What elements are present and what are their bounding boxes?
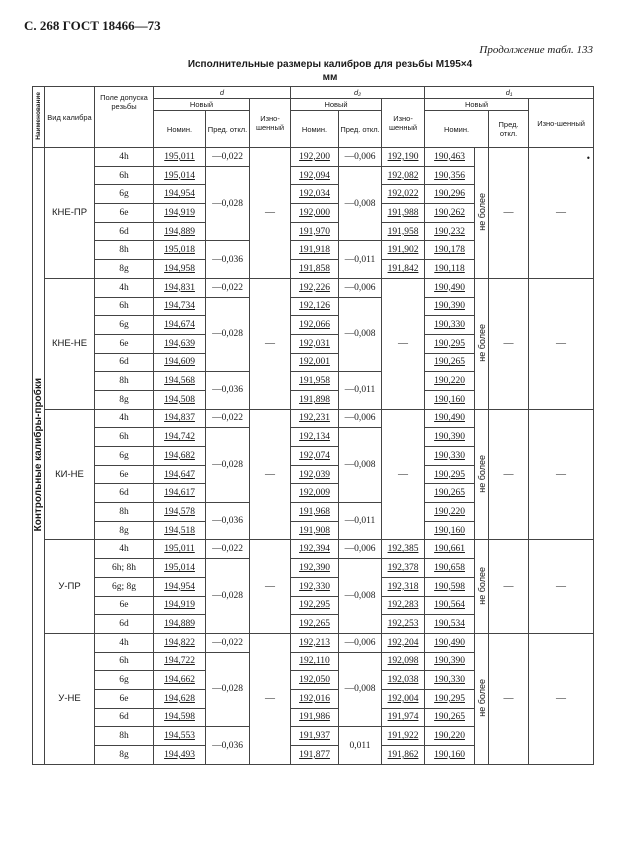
d1-deviation-cell: — — [489, 540, 529, 633]
d2-nominal-cell: 191,877 — [291, 746, 339, 765]
d1-limit-cell — [475, 409, 489, 540]
d-nominal-cell: 194,639 — [154, 334, 206, 353]
d2-worn-cell: 192,253 — [382, 615, 425, 634]
d-nominal-cell: 194,617 — [154, 484, 206, 503]
d-nominal-cell: 195,014 — [154, 166, 206, 185]
table-body — [33, 148, 594, 765]
d1-nom-header: Номин. — [425, 111, 489, 148]
tolerance-cell: 6h — [95, 166, 154, 185]
d-nominal-cell: 194,598 — [154, 708, 206, 727]
tolerance-cell: 6d — [95, 484, 154, 503]
d-nominal-cell: 195,011 — [154, 540, 206, 559]
d-nominal-cell: 195,018 — [154, 241, 206, 260]
d-worn-cell: — — [250, 633, 291, 764]
d1-worn-cell: — — [529, 409, 594, 540]
tolerance-cell: 6g — [95, 671, 154, 690]
table-row — [33, 633, 594, 652]
d1-nominal-cell: 190,598 — [425, 577, 475, 596]
d-nominal-cell: 194,919 — [154, 596, 206, 615]
tolerance-cell: 6e — [95, 596, 154, 615]
tolerance-cell: 8h — [95, 372, 154, 391]
d-worn-cell: — — [250, 409, 291, 540]
dimensions-table — [32, 86, 594, 765]
tolerance-cell: 8g — [95, 746, 154, 765]
d1-limit-cell — [475, 633, 489, 764]
d2-header: d₂ — [291, 87, 425, 99]
tolerance-cell: 4h — [95, 278, 154, 297]
tolerance-cell: 4h — [95, 633, 154, 652]
d1-nominal-cell: 190,490 — [425, 409, 475, 428]
d2-worn-cell: 192,004 — [382, 689, 425, 708]
d1-deviation-cell: — — [489, 148, 529, 279]
d1-nominal-cell: 190,295 — [425, 334, 475, 353]
d2-nominal-cell: 191,968 — [291, 503, 339, 522]
d2-nominal-cell: 191,958 — [291, 372, 339, 391]
d2-worn-cell: 191,842 — [382, 260, 425, 279]
d1-nominal-cell: 190,220 — [425, 372, 475, 391]
d2-deviation-cell: —0,006 — [339, 540, 382, 559]
d2-worn-header: Изно-шенный — [382, 99, 425, 148]
d2-nominal-cell: 192,066 — [291, 316, 339, 335]
d2-deviation-cell: —0,006 — [339, 278, 382, 297]
d1-nominal-cell: 190,265 — [425, 353, 475, 372]
d2-worn-cell: 192,385 — [382, 540, 425, 559]
d1-nominal-cell: 190,661 — [425, 540, 475, 559]
d2-nominal-cell: 192,330 — [291, 577, 339, 596]
d-nominal-cell: 194,889 — [154, 222, 206, 241]
d2-nominal-cell: 192,226 — [291, 278, 339, 297]
d1-header: d₁ — [425, 87, 594, 99]
d-nominal-cell: 194,674 — [154, 316, 206, 335]
d-nominal-cell: 194,568 — [154, 372, 206, 391]
tolerance-cell: 8g — [95, 521, 154, 540]
d2-worn-cell: 191,922 — [382, 727, 425, 746]
d1-nominal-cell: 190,330 — [425, 316, 475, 335]
d2-nominal-cell: 191,986 — [291, 708, 339, 727]
d2-nominal-cell: 192,200 — [291, 148, 339, 167]
table-header — [33, 87, 594, 148]
d-nominal-cell: 194,734 — [154, 297, 206, 316]
d2-nominal-cell: 192,016 — [291, 689, 339, 708]
d-nominal-cell: 194,662 — [154, 671, 206, 690]
table-container — [32, 86, 593, 765]
gauge-type: У-НЕ — [45, 633, 95, 764]
d2-deviation-cell: —0,011 — [339, 241, 382, 278]
d1-worn-cell: — — [529, 148, 594, 279]
d2-worn-cell: — — [382, 409, 425, 540]
d-deviation-cell: —0,028 — [206, 652, 250, 727]
d1-nominal-cell: 190,178 — [425, 241, 475, 260]
d2-deviation-cell: —0,011 — [339, 372, 382, 409]
d2-worn-cell: 191,862 — [382, 746, 425, 765]
not-more-label: не более — [476, 193, 487, 231]
d2-worn-cell: 191,958 — [382, 222, 425, 241]
d1-worn-cell: — — [529, 278, 594, 409]
d1-nominal-cell: 190,330 — [425, 447, 475, 466]
tolerance-cell: 6d — [95, 353, 154, 372]
d-deviation-cell: —0,022 — [206, 633, 250, 652]
d2-deviation-cell: 0,011 — [339, 727, 382, 764]
d1-limit-cell — [475, 278, 489, 409]
not-more-label: не более — [476, 566, 487, 605]
d-deviation-cell: —0,022 — [206, 278, 250, 297]
gauge-type: КИ-НЕ — [45, 409, 95, 540]
d2-nominal-cell: 191,898 — [291, 390, 339, 409]
d2-nominal-cell: 192,000 — [291, 204, 339, 223]
d-deviation-cell: —0,028 — [206, 559, 250, 634]
d2-worn-cell: 192,038 — [382, 671, 425, 690]
d2-worn-cell: 192,190 — [382, 148, 425, 167]
d-worn-cell: — — [250, 278, 291, 409]
d-nominal-cell: 194,958 — [154, 260, 206, 279]
tolerance-cell: 4h — [95, 148, 154, 167]
d1-nominal-cell: 190,118 — [425, 260, 475, 279]
group-label: Контрольные калибры-пробки — [32, 378, 44, 532]
d2-worn-cell: 191,902 — [382, 241, 425, 260]
d2-deviation-cell: —0,006 — [339, 633, 382, 652]
d2-nominal-cell: 192,009 — [291, 484, 339, 503]
page-header: С. 268 ГОСТ 18466—73 — [24, 18, 161, 33]
d2-nominal-cell: 192,390 — [291, 559, 339, 578]
d-nominal-cell: 194,919 — [154, 204, 206, 223]
d2-pred-header: Пред. откл. — [339, 111, 382, 148]
d-worn-header: Изно-шенный — [250, 99, 291, 148]
d-nominal-cell: 194,742 — [154, 428, 206, 447]
d2-deviation-cell: —0,008 — [339, 652, 382, 727]
d-nominal-cell: 194,628 — [154, 689, 206, 708]
d1-worn-header: Изно-шенный — [529, 99, 594, 148]
d-header: d — [154, 87, 291, 99]
d1-deviation-cell: — — [489, 409, 529, 540]
d1-deviation-cell: — — [489, 633, 529, 764]
d1-nominal-cell: 190,295 — [425, 465, 475, 484]
d-nominal-cell: 194,553 — [154, 727, 206, 746]
d1-nominal-cell: 190,295 — [425, 689, 475, 708]
tolerance-cell: 6e — [95, 689, 154, 708]
d-worn-cell: — — [250, 148, 291, 279]
d2-nominal-cell: 192,094 — [291, 166, 339, 185]
d-deviation-cell: —0,022 — [206, 148, 250, 167]
d1-nominal-cell: 190,463 — [425, 148, 475, 167]
d2-nominal-cell: 192,074 — [291, 447, 339, 466]
tolerance-cell: 6d — [95, 222, 154, 241]
d-deviation-cell: —0,036 — [206, 372, 250, 409]
continuation-label: Продолжение табл. 133 — [479, 44, 593, 56]
d-nominal-cell: 194,831 — [154, 278, 206, 297]
d-nominal-cell: 194,578 — [154, 503, 206, 522]
tolerance-cell: 6g — [95, 185, 154, 204]
d1-nominal-cell: 190,564 — [425, 596, 475, 615]
d1-deviation-cell: — — [489, 278, 529, 409]
d2-worn-cell: 192,378 — [382, 559, 425, 578]
d2-nominal-cell: 192,031 — [291, 334, 339, 353]
d2-deviation-cell: —0,008 — [339, 297, 382, 372]
table-title-line1: Исполнительные размеры калибров для резьбы M195×4 — [187, 59, 473, 70]
tolerance-column-header: Поле допуска резьбы — [95, 87, 154, 148]
d-nominal-cell: 194,822 — [154, 633, 206, 652]
d-deviation-cell: —0,028 — [206, 428, 250, 503]
d-nominal-cell: 194,889 — [154, 615, 206, 634]
d1-limit-cell — [475, 540, 489, 633]
d-nominal-cell: 194,682 — [154, 447, 206, 466]
d1-nominal-cell: 190,220 — [425, 727, 475, 746]
gauge-type: КНЕ-ПР — [45, 148, 95, 279]
d-deviation-cell: —0,036 — [206, 241, 250, 278]
d-nominal-cell: 194,954 — [154, 185, 206, 204]
gauge-type: У-ПР — [45, 540, 95, 633]
d-nom-header: Номин. — [154, 111, 206, 148]
d2-deviation-cell: —0,008 — [339, 428, 382, 503]
d1-nominal-cell: 190,262 — [425, 204, 475, 223]
d1-nominal-cell: 190,390 — [425, 428, 475, 447]
d2-deviation-cell: —0,006 — [339, 409, 382, 428]
d2-worn-cell: — — [382, 278, 425, 409]
d2-deviation-cell: —0,008 — [339, 166, 382, 241]
d2-nominal-cell: 191,918 — [291, 241, 339, 260]
d1-nominal-cell: 190,390 — [425, 652, 475, 671]
table-row — [33, 148, 594, 167]
tolerance-cell: 8h — [95, 503, 154, 522]
d1-nominal-cell: 190,490 — [425, 633, 475, 652]
tolerance-cell: 6h — [95, 428, 154, 447]
d1-nominal-cell: 190,658 — [425, 559, 475, 578]
tolerance-cell: 4h — [95, 540, 154, 559]
d2-nominal-cell: 192,213 — [291, 633, 339, 652]
d2-worn-cell: 192,283 — [382, 596, 425, 615]
d1-new-header: Новый — [425, 99, 529, 111]
name-column-header: Наименование — [33, 87, 45, 148]
d2-worn-cell: 191,974 — [382, 708, 425, 727]
d2-nominal-cell: 191,937 — [291, 727, 339, 746]
d2-nom-header: Номин. — [291, 111, 339, 148]
d2-nominal-cell: 192,050 — [291, 671, 339, 690]
d2-nominal-cell: 192,126 — [291, 297, 339, 316]
d-nominal-cell: 194,647 — [154, 465, 206, 484]
d1-worn-cell: — — [529, 540, 594, 633]
d-nominal-cell: 195,014 — [154, 559, 206, 578]
d-deviation-cell: —0,022 — [206, 540, 250, 559]
d2-new-header: Новый — [291, 99, 382, 111]
d2-nominal-cell: 191,908 — [291, 521, 339, 540]
table-title-unit: мм — [322, 72, 338, 83]
d-nominal-cell: 194,954 — [154, 577, 206, 596]
d1-nominal-cell: 190,160 — [425, 390, 475, 409]
not-more-label: не более — [476, 678, 487, 717]
d2-nominal-cell: 191,970 — [291, 222, 339, 241]
d2-nominal-cell: 192,231 — [291, 409, 339, 428]
tolerance-cell: 6e — [95, 465, 154, 484]
d1-nominal-cell: 190,160 — [425, 521, 475, 540]
not-more-label: не более — [476, 323, 487, 362]
d-deviation-cell: —0,036 — [206, 727, 250, 764]
d2-deviation-cell: —0,008 — [339, 559, 382, 634]
tolerance-cell: 8h — [95, 241, 154, 260]
d-worn-cell: — — [250, 540, 291, 633]
tolerance-cell: 6h — [95, 297, 154, 316]
d1-nominal-cell: 190,160 — [425, 746, 475, 765]
not-more-label: не более — [476, 454, 487, 493]
d1-nominal-cell: 190,490 — [425, 278, 475, 297]
d-nominal-cell: 194,722 — [154, 652, 206, 671]
d2-worn-cell: 192,204 — [382, 633, 425, 652]
table-title — [150, 58, 510, 84]
d-nominal-cell: 194,508 — [154, 390, 206, 409]
d1-limit-cell — [475, 148, 489, 279]
table-row — [33, 540, 594, 559]
d2-nominal-cell: 192,134 — [291, 428, 339, 447]
tolerance-cell: 8h — [95, 727, 154, 746]
tolerance-cell: 6d — [95, 615, 154, 634]
d2-nominal-cell: 192,394 — [291, 540, 339, 559]
d-nominal-cell: 194,609 — [154, 353, 206, 372]
d1-nominal-cell: 190,356 — [425, 166, 475, 185]
d2-nominal-cell: 192,001 — [291, 353, 339, 372]
d2-nominal-cell: 192,034 — [291, 185, 339, 204]
group-label-cell — [33, 148, 45, 765]
tolerance-cell: 6g — [95, 447, 154, 466]
gauge-type: КНЕ-НЕ — [45, 278, 95, 409]
tolerance-cell: 6g — [95, 316, 154, 335]
table-row — [33, 278, 594, 297]
d2-nominal-cell: 191,858 — [291, 260, 339, 279]
tolerance-cell: 8g — [95, 260, 154, 279]
table-row — [33, 409, 594, 428]
d2-deviation-cell: —0,011 — [339, 503, 382, 540]
d2-worn-cell: 192,098 — [382, 652, 425, 671]
d-deviation-cell: —0,036 — [206, 503, 250, 540]
d-deviation-cell: —0,028 — [206, 166, 250, 241]
d-nominal-cell: 194,518 — [154, 521, 206, 540]
d1-worn-cell: — — [529, 633, 594, 764]
tolerance-cell: 6e — [95, 334, 154, 353]
tolerance-cell: 4h — [95, 409, 154, 428]
d1-nominal-cell: 190,534 — [425, 615, 475, 634]
d1-pred-header: Пред. откл. — [489, 111, 529, 148]
d1-nominal-cell: 190,390 — [425, 297, 475, 316]
tolerance-cell: 6d — [95, 708, 154, 727]
d2-deviation-cell: —0,006 — [339, 148, 382, 167]
d1-nominal-cell: 190,232 — [425, 222, 475, 241]
d1-nominal-cell: 190,265 — [425, 484, 475, 503]
d2-nominal-cell: 192,110 — [291, 652, 339, 671]
d-nominal-cell: 194,493 — [154, 746, 206, 765]
d-deviation-cell: —0,022 — [206, 409, 250, 428]
tolerance-cell: 6h — [95, 652, 154, 671]
tolerance-cell: 6h; 8h — [95, 559, 154, 578]
tolerance-cell: 8g — [95, 390, 154, 409]
d1-nominal-cell: 190,330 — [425, 671, 475, 690]
d1-nominal-cell: 190,220 — [425, 503, 475, 522]
d-new-header: Новый — [154, 99, 250, 111]
d2-worn-cell: 192,022 — [382, 185, 425, 204]
d2-nominal-cell: 192,295 — [291, 596, 339, 615]
d-pred-header: Пред. откл. — [206, 111, 250, 148]
tolerance-cell: 6g; 8g — [95, 577, 154, 596]
d1-nominal-cell: 190,265 — [425, 708, 475, 727]
d2-worn-cell: 191,988 — [382, 204, 425, 223]
type-column-header: Вид калибра — [45, 87, 95, 148]
d2-nominal-cell: 192,039 — [291, 465, 339, 484]
speck-dot: • — [586, 154, 591, 163]
tolerance-cell: 6e — [95, 204, 154, 223]
d-nominal-cell: 195,011 — [154, 148, 206, 167]
d-nominal-cell: 194,837 — [154, 409, 206, 428]
d2-worn-cell: 192,082 — [382, 166, 425, 185]
d2-worn-cell: 192,318 — [382, 577, 425, 596]
d2-nominal-cell: 192,265 — [291, 615, 339, 634]
d1-nominal-cell: 190,296 — [425, 185, 475, 204]
d-deviation-cell: —0,028 — [206, 297, 250, 372]
